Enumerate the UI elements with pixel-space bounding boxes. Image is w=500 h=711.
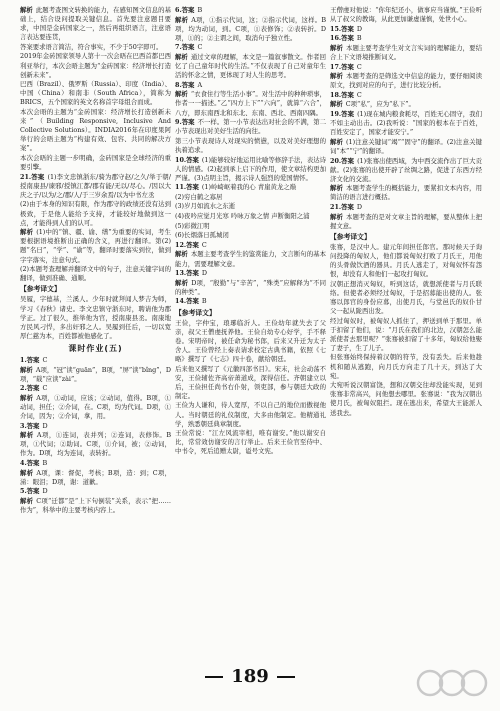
- answer-item: [20, 431, 171, 458]
- item-text: D: [42, 421, 48, 430]
- answer-item: [20, 356, 171, 365]
- column-right: [330, 6, 482, 664]
- item-label: 答案: [341, 202, 354, 211]
- item-text: (2)本题考查理解并翻译文中的句子，注意关键字词的翻译，做到准确、通顺。: [20, 265, 171, 283]
- item-label: 答案: [341, 34, 354, 43]
- answer-item: [330, 157, 482, 184]
- item-label: 答案: [186, 183, 199, 192]
- question-number: 11.: [175, 183, 187, 192]
- watermark-logo: [400, 665, 492, 705]
- item-label: 答案: [341, 110, 355, 119]
- answer-item: [20, 228, 171, 264]
- answer-item: [175, 297, 326, 306]
- answer-item: [20, 6, 171, 42]
- answer-item: [20, 394, 171, 421]
- answer-item: [175, 43, 326, 52]
- item-text: B: [356, 34, 362, 43]
- item-text: 答案要求语言简洁，符合事实，不少于50字即可。: [20, 42, 163, 51]
- answer-item: [20, 52, 171, 79]
- item-text: 本题考查学生的概括能力，要紧扣文本内容，用简洁的语言进行概括。: [330, 184, 482, 202]
- answer-item: [330, 243, 482, 279]
- item-text: 本题主要考查学生的鉴赏能力，文言断句的基本能力，需要理解文意。: [175, 250, 326, 268]
- item-text: (1)岭崎岖着我的心 青崖黄龙之巅: [201, 183, 297, 192]
- item-text: 本次会晤的主题一步明确，金砖国家是全球经济的重要引擎。: [20, 154, 171, 172]
- item-text: D: [42, 487, 48, 496]
- answer-item: [330, 25, 482, 34]
- item-label: 解析: [175, 15, 189, 24]
- answer-item: [175, 90, 326, 117]
- item-label: 解析: [175, 90, 188, 99]
- answer-item: [330, 213, 482, 231]
- item-text: (4)夜吟应觉月光寒 吟咏万象之情 声断衡阳之浦: [175, 212, 310, 221]
- answer-item: [330, 381, 482, 417]
- item-text: 张骞，是汉中人。建元年间担任郎官。那时候天子询问投降的匈奴人，他们都说匈奴打败了月氏王，用他的头骨做饮酒的器具。月氏人逃走了，对匈奴怀有怨恨，却没有人和他们一起攻打匈奴。: [330, 242, 482, 279]
- item-text: A项，课：督促，考核；B项，造：到；C项，涕：眼泪；D项，谢：道歉。: [20, 468, 171, 486]
- answer-item: [175, 16, 326, 43]
- answer-item: [330, 100, 482, 109]
- item-text: “衣食住行等生活小事”。对生活中的种种琐事，作者一一描述。”乙“四方上下”“六向”，就算“六合”，八方，即东南西北和东北、东南、西北、西南四隅。: [175, 90, 326, 117]
- item-label: 答案: [181, 43, 195, 52]
- question-number: 2.: [20, 384, 27, 393]
- answer-item: [330, 34, 482, 43]
- question-number: 14.: [175, 297, 187, 306]
- answer-item: [175, 429, 326, 456]
- answer-item: [330, 353, 482, 380]
- answer-item: [175, 231, 326, 240]
- item-text: 经过匈奴时，被匈奴人抓住了，押送到单于那里。单于扣留了他们，说：“月氏在我们的北边，汉朝怎么能派使者去那里呢？”张骞被扣留了十多年，匈奴给他娶了妻子，生了儿子。: [330, 316, 482, 352]
- answer-item: [175, 212, 326, 221]
- item-text: (5)彩微江明: [175, 221, 210, 230]
- item-label: 答案: [26, 421, 40, 430]
- item-text: B: [197, 6, 203, 14]
- page-number-dash-right: [277, 676, 295, 678]
- question-number: 18.: [330, 90, 342, 99]
- item-text: C项“迁都”是“上下句倒装”关系，表示“把……作为”，科举中的主要考核内容上。: [20, 496, 171, 514]
- item-text: (2)由于本身的知识有限，作为郡守的政绩还没有达到极致，于是他人能给予支持，才能较好地做到这一点，才能得到人们的认可。: [20, 200, 171, 227]
- item-label: 答案: [186, 297, 199, 306]
- answer-item: [20, 173, 171, 200]
- answer-item: [20, 422, 171, 431]
- answer-item: [20, 43, 171, 52]
- item-label: 答案: [26, 459, 40, 467]
- answer-item: [20, 384, 171, 393]
- answer-item: [20, 108, 171, 153]
- item-text: 王俭常说：“江左风流宰相，唯有谢安。”他以谢安自比，常常效仿谢安的言行举止。后来王俭官至侍中、中书令，死后追赠太尉，谥号文宪。: [175, 429, 326, 456]
- item-label: 答案: [341, 156, 355, 165]
- item-text: C: [197, 43, 203, 52]
- question-number: 5.: [20, 487, 27, 496]
- item-text: (2)穷白鹤之寡居: [175, 192, 223, 201]
- question-number: 10.: [175, 155, 187, 164]
- answer-item: [20, 459, 171, 468]
- item-label: 答案: [341, 90, 354, 99]
- item-text: (3)岁月如流水之东逝: [175, 202, 236, 211]
- item-text: 本题考查的是筛选文中信息的能力，要仔细阅读原文，找到对应的句子，进行比较分析。: [330, 72, 482, 90]
- answer-item: [175, 401, 326, 428]
- answer-item: [330, 184, 482, 202]
- answer-item: [20, 366, 171, 384]
- page-number-dash-left: [205, 676, 223, 678]
- column-middle: [175, 6, 326, 664]
- item-text: 吴履，字德基，兰溪人。少年时就拜闻人梦吉为师，学习《春秋》诸史。李文忠镇守浙东时，聘请他为郡学正。过了很久，推举他为官，授南康县丞。南康地方民风刁悍，多出奸邪之人。吴履到任后，一切以宽厚仁慈为本，百姓都被他感化了。: [20, 295, 171, 340]
- answer-item: [330, 63, 482, 72]
- item-label: 答案: [181, 6, 195, 14]
- answer-item: [20, 265, 171, 283]
- page-number-text: 189: [231, 666, 269, 687]
- question-number: 8.: [175, 80, 182, 89]
- question-number: 6.: [175, 6, 182, 14]
- item-text: 但张骞始终保持着汉朝的符节，没有丢失。后来他趁机和随从逃跑，向月氏方向走了几十天，到达了大宛。: [330, 353, 482, 380]
- answer-item: [175, 222, 326, 231]
- answer-item: [175, 365, 326, 401]
- reference-translation-heading: 【参考译文】: [175, 308, 216, 317]
- answer-item: [330, 72, 482, 90]
- item-text: (1)张骞出使西域，为中西交流作出了巨大贡献。(2)张骞的出使开辟了丝绸之路，促进了东西方经济文化的交流。: [330, 156, 482, 183]
- item-label: 解析: [330, 212, 343, 221]
- answer-item: [20, 80, 171, 107]
- item-text: 第三小节表现诗人对现实的愤懑，以及对美好理想的执着追求。: [175, 136, 326, 154]
- question-number: 12.: [175, 240, 187, 249]
- answer-item: [175, 6, 326, 15]
- answer-item: [175, 241, 326, 250]
- item-label: 解析: [330, 137, 344, 146]
- item-label: 解析: [20, 6, 33, 14]
- item-text: 王僧虔对他说：“你年纪还小，做事应当谨慎。”王俭听从了叔父的教诲，从此更加谦虚谨慎，处世小心。: [330, 6, 482, 24]
- item-text: A项，①指示代词，这；②指示代词，这样。B项，均为动词，到。C项，①表修饰；②表转折。D项，①的；②主谓之间，取消句子独立性。: [175, 15, 326, 42]
- item-text: 2019年金砖国家领导人第十一次会晤在巴西首都巴西利亚举行，本次会晤主题为“金砖国家：经济增长打造创新未来”。: [20, 52, 171, 79]
- item-text: (1)李文忠镇浙东/骑为郡守赵/之久/举于朝/授南康县/谏邪/授镇江都/郡有能/无以/尽心。/因以大庆之子/以为/之/郡/人/于三岁余焉/以为中书左丞: [20, 172, 171, 199]
- item-label: 解析: [20, 393, 34, 402]
- item-label: 解析: [175, 250, 188, 259]
- question-number: 20.: [330, 156, 342, 165]
- item-label: 答案: [181, 80, 195, 89]
- question-number: 7.: [175, 43, 182, 52]
- item-text: C: [356, 90, 362, 99]
- item-text: 后来他又撰写了《元徽四部书目》。宋末，社会动荡不安，王俭辅佐齐高帝萧道成，深得信任。齐朝建立以后，王俭担任尚书右仆射，领吏部，参与朝廷大政的制定。: [175, 364, 326, 400]
- item-label: 答案: [31, 172, 45, 181]
- item-label: 解析: [330, 184, 343, 193]
- item-text: C: [356, 62, 362, 71]
- answer-item: [330, 44, 482, 62]
- question-number: 9.: [175, 118, 182, 127]
- item-label: 答案: [186, 155, 199, 164]
- answer-item: [330, 110, 482, 137]
- item-text: A项，“冠”读“guān”，B项，“屏”读“bǐng”，D项，“载”应读“zài”。: [20, 365, 171, 383]
- answer-item: [175, 202, 326, 211]
- item-text: (1)能够较好地运用比喻等修辞手法，表达诗人的情感。(2)起到承上启下的作用，使文章结构更加严谨。(3)点明主旨，揭示诗人强烈的爱国情怀。: [175, 155, 326, 182]
- item-text: D: [356, 24, 363, 33]
- watermark-icon: [400, 665, 492, 705]
- item-text: 巴西（Brazil）、俄罗斯（Russia）、印度（India）、中国（China）和南非（South Africa），简称为BRICS，五个国家的英文名称首字母组合而成。: [20, 80, 171, 107]
- item-text: (1)现在城内粮食耗尽，百姓无心固守，我们不如主动出击。(2)我听说：“国家的根本在于百姓，百姓安定了，国家才能安宁。”: [330, 110, 482, 137]
- item-text: B: [201, 297, 207, 306]
- item-text: C项“私”，应为“私下”。: [345, 100, 415, 109]
- answer-item: [330, 6, 482, 24]
- item-label: 解析: [20, 431, 34, 440]
- item-text: D: [201, 269, 208, 278]
- question-number: 19.: [330, 110, 342, 119]
- answer-item: [20, 497, 171, 515]
- item-text: 大宛听说汉朝富饶，想和汉朝交往却没能实现，见到张骞非常高兴，问他想去哪里。张骞说：“我为汉朝出使月氏，被匈奴阻拦。现在逃出来，希望大王能派人送我去。: [330, 381, 482, 417]
- item-label: 解析: [20, 228, 34, 237]
- item-text: C: [42, 355, 48, 364]
- answer-item: [20, 295, 171, 340]
- answer-item: [175, 156, 326, 183]
- item-label: 答案: [341, 24, 354, 33]
- item-label: 解析: [20, 468, 34, 477]
- item-text: (6)长烟落日孤城闭: [175, 231, 229, 240]
- answer-item: [20, 469, 171, 487]
- question-number: 17.: [330, 62, 342, 71]
- answer-item: [175, 118, 326, 136]
- question-number: 1.: [20, 355, 27, 364]
- item-label: 答案: [26, 355, 40, 364]
- answer-item: [20, 487, 171, 496]
- answer-item: [330, 138, 482, 156]
- item-text: D项，“殷勤”与“辛苦”，“殊类”应解释为“不同的种类”。: [175, 278, 326, 296]
- answer-item: [175, 81, 326, 90]
- item-text: 此题考查图文转换的能力，在感知图文信息的基础上，结合设问提取关键信息。首先要注意题目要求，中国是金砖国家之一，然后再组织语言，注意语言表达要连贯，: [20, 6, 171, 42]
- item-text: 王俭，字仲宝，琅琊临沂人。王俭幼年就失去了父亲，叔父王僧虔抚养他。王俭自幼专心好学，手不释卷。宋明帝时，被任命为秘书郎，后来又升迁为太子舍人。王俭曾经上奏表请求校定古典书籍，依照《七略》撰写了《七志》四十卷，献给朝廷。: [175, 318, 326, 363]
- item-label: 解析: [175, 278, 189, 287]
- item-text: 不一样。第一小节表达出对社会的不满，第二小节表现出对美好生活的向往。: [175, 118, 326, 136]
- answer-item: [330, 203, 482, 212]
- item-text: D: [356, 202, 363, 211]
- answer-item: [20, 200, 171, 227]
- item-label: 答案: [26, 384, 40, 393]
- answer-item: [175, 53, 326, 80]
- answer-item: [175, 137, 326, 155]
- answer-item: [175, 193, 326, 202]
- item-text: 本次会晤的主题为“金砖国家：经济增长打造创新未来”（Building Responsive, Inclusive And Collective Solutions）。INDIA2016年在印度果阿举行的会晤主题为“构建有效、包容、共同的解决方案”。: [20, 108, 171, 153]
- item-label: 解析: [330, 72, 343, 81]
- item-text: 本题主要考查学生对文言实词的理解能力，要结合上下文语境推断词义。: [330, 43, 482, 61]
- item-label: 解析: [20, 365, 33, 374]
- item-text: A项，①动词，应该；②动词，值得。B项，①动词，担任；②介词，在。C项，均为代词。D项，①介词，因为；②介词，拿，用。: [20, 393, 171, 421]
- item-label: 答案: [26, 487, 40, 496]
- item-label: 答案: [186, 240, 199, 249]
- item-text: 汉朝正想消灭匈奴，听到这话，就想派使者与月氏联络。但使者必须经过匈奴，于是招募能出使的人。张骞以郎官的身份应募，出使月氏，与堂邑氏的奴仆甘父一起从陇西出发。: [330, 279, 482, 315]
- item-text: C: [42, 384, 48, 393]
- lesson-heading: 课时作业(五): [68, 343, 123, 353]
- item-text: B: [42, 459, 48, 467]
- item-text: (1)中的“镇、疆、谕、缮”为重要的实词，考生要根据语境推断出正确的含义，再进行翻译。第(2)题“名曰”，“学”、“谕”等，翻译时要落实到位，做到字字落实，注意句式。: [20, 228, 171, 264]
- answer-item: [330, 280, 482, 316]
- item-label: 解析: [20, 496, 34, 505]
- item-text: 王俭为人谦和，待人宽厚，不以自己的地位而傲视他人。当时朝廷的礼仪制度，大多由他制定。他精通礼学，熟悉朝廷典章制度。: [175, 401, 326, 428]
- reference-translation-heading: 【参考译文】: [20, 285, 61, 294]
- question-number: 4.: [20, 459, 27, 467]
- answer-item: [175, 269, 326, 278]
- reference-translation-heading: 【参考译文】: [330, 232, 371, 241]
- item-text: 通过文章的理解，本文是一篇叙事散文。作者回忆了自己童年时代的生活。”不仅表现了自己对童年生活的怀念之情，更体现了对人生的思考。: [175, 52, 326, 80]
- column-left: [20, 6, 171, 664]
- answer-item: [330, 91, 482, 100]
- item-label: 解析: [330, 43, 343, 52]
- item-label: 解析: [330, 100, 343, 109]
- question-number: 15.: [330, 24, 342, 33]
- item-label: 答案: [341, 62, 354, 71]
- answer-item: [175, 183, 326, 192]
- answer-item: [175, 250, 326, 268]
- item-label: 答案: [186, 269, 199, 278]
- item-text: A: [197, 80, 203, 89]
- answer-item: [20, 154, 171, 172]
- item-text: C: [201, 240, 207, 249]
- answer-item: [330, 317, 482, 353]
- question-number: 21.: [330, 202, 342, 211]
- question-number: 21.: [20, 172, 32, 181]
- item-label: 答案: [181, 118, 195, 127]
- question-number: 13.: [175, 269, 187, 278]
- item-label: 解析: [175, 52, 188, 61]
- question-number: 16.: [330, 34, 342, 43]
- item-text: (1)注意关键词“竭”“固守”的翻译。(2)注意关键词“本”“宁”的翻译。: [330, 137, 482, 155]
- answer-item: [175, 319, 326, 364]
- question-number: 3.: [20, 421, 27, 430]
- item-text: 本题考查的是对文章主旨的理解，要从整体上把握文意。: [330, 212, 482, 230]
- item-text: A项，①连词，表并列；②连词，表修饰。B项，①代词；②助词。C项，①介词，被；②动词，作为。D项，均为连词，表转折。: [20, 431, 171, 458]
- answer-item: [175, 279, 326, 297]
